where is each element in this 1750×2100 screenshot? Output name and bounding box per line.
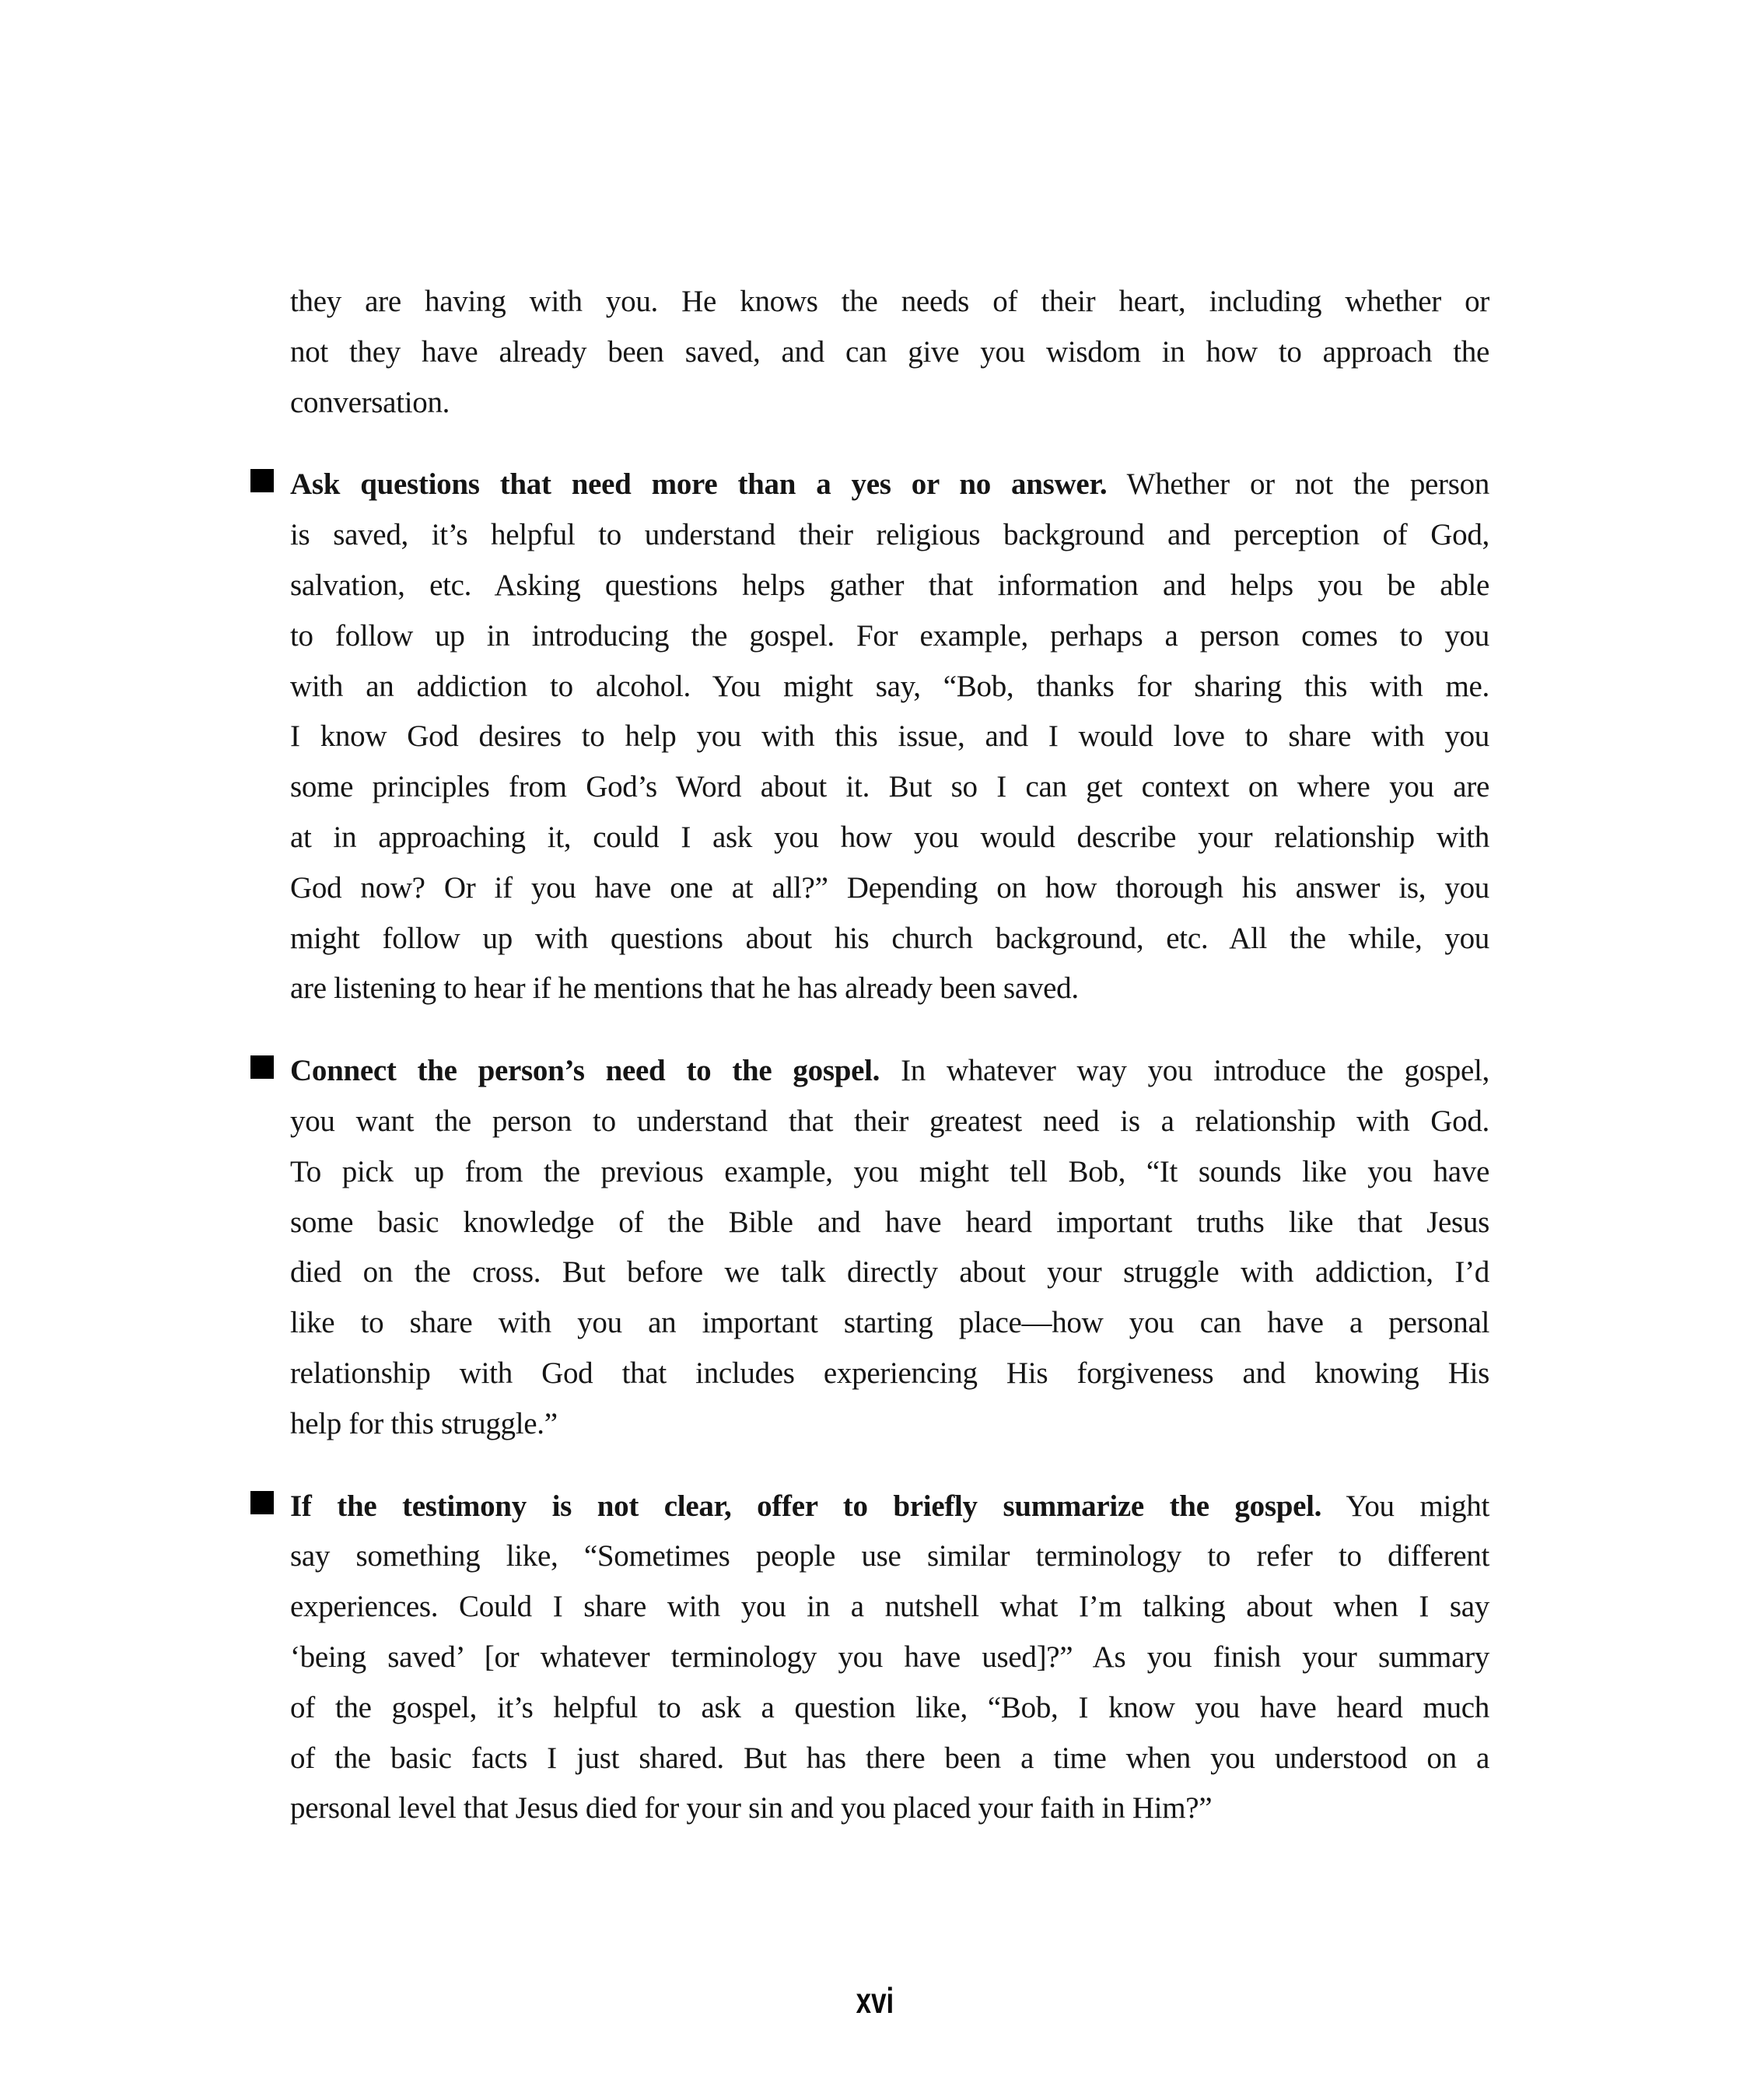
body-text: not they have already been saved, and can give you wisdom in how to approach the: [290, 334, 1489, 369]
text-line: [290, 327, 1489, 378]
bullet-paragraph: [290, 1046, 1489, 1449]
text-line: [290, 1349, 1489, 1399]
text-line: [290, 964, 1489, 1014]
page-footer: [0, 1980, 1750, 2021]
text-line: [290, 712, 1489, 762]
bullet-square-icon: [250, 1491, 274, 1514]
text-line: [290, 1633, 1489, 1683]
body-text: are listening to hear if he mentions that he has already been saved.: [290, 971, 1079, 1006]
text-line: [290, 1482, 1489, 1532]
body-text: some principles from God’s Word about it. But so I can get context on where you are: [290, 770, 1489, 804]
body-text: to follow up in introducing the gospel. For example, perhaps a person comes to you: [290, 618, 1489, 653]
text-line: [290, 510, 1489, 561]
text-line: [290, 561, 1489, 611]
text-line: [290, 1046, 1489, 1097]
body-text: experiences. Could I share with you in a nutshell what I’m talking about when I say: [290, 1590, 1489, 1624]
bold-lead-text: If the testimony is not clear, offer to briefly summarize the gospel.: [290, 1489, 1322, 1523]
body-text: conversation.: [290, 385, 450, 419]
body-text: of the gospel, it’s helpful to ask a question like, “Bob, I know you have heard much: [290, 1690, 1489, 1724]
text-line: [290, 1399, 1489, 1450]
page-number: xvi: [856, 1980, 894, 2021]
body-text: is saved, it’s helpful to understand their religious background and perception of God,: [290, 518, 1489, 552]
text-column: [290, 277, 1489, 1834]
body-text: You might: [1321, 1489, 1489, 1523]
body-text: personal level that Jesus died for your sin and you placed your faith in Him?”: [290, 1791, 1213, 1825]
body-text: of the basic facts I just shared. But has there been a time when you understood on a: [290, 1741, 1489, 1775]
bold-lead-text: Ask questions that need more than a yes or no answer.: [290, 467, 1108, 502]
text-line: [290, 1147, 1489, 1198]
text-line: [290, 1248, 1489, 1298]
body-text: God now? Or if you have one at all?” Depending on how thorough his answer is, you: [290, 870, 1489, 905]
text-line: [290, 1298, 1489, 1349]
body-text: say something like, “Sometimes people use similar terminology to refer to different: [290, 1539, 1489, 1573]
body-text: To pick up from the previous example, you might tell Bob, “It sounds like you have: [290, 1154, 1489, 1188]
text-line: [290, 460, 1489, 510]
text-line: [290, 1097, 1489, 1147]
bullet-square-icon: [250, 469, 274, 492]
text-line: [290, 762, 1489, 813]
body-text: ‘being saved’ [or whatever terminology you have used]?” As you finish your summary: [290, 1640, 1489, 1674]
body-text: with an addiction to alcohol. You might say, “Bob, thanks for sharing this with me.: [290, 669, 1489, 703]
text-line: [290, 662, 1489, 712]
paragraph: [290, 277, 1489, 428]
text-line: [290, 1783, 1489, 1834]
text-line: [290, 378, 1489, 429]
text-line: [290, 611, 1489, 662]
body-text: some basic knowledge of the Bible and have heard important truths like that Jesus: [290, 1205, 1489, 1239]
body-text: help for this struggle.”: [290, 1406, 558, 1440]
body-text: they are having with you. He knows the needs of their heart, including whether or: [290, 285, 1489, 318]
bullet-paragraph: [290, 1482, 1489, 1835]
text-line: [290, 1582, 1489, 1633]
text-line: [290, 1683, 1489, 1734]
text-line: [290, 1531, 1489, 1582]
bullet-square-icon: [250, 1055, 274, 1079]
text-line: [290, 277, 1489, 327]
bold-lead-text: Connect the person’s need to the gospel.: [290, 1054, 880, 1088]
body-text: Whether or not the person: [1107, 467, 1489, 502]
body-text: I know God desires to help you with this issue, and I would love to share with you: [290, 719, 1489, 754]
body-text: at in approaching it, could I ask you how you would describe your relationship with: [290, 820, 1489, 854]
text-line: [290, 1198, 1489, 1248]
text-line: [290, 1734, 1489, 1784]
body-text: you want the person to understand that their greatest need is a relationship with God.: [290, 1104, 1489, 1138]
text-line: [290, 863, 1489, 914]
body-text: salvation, etc. Asking questions helps gather that information and helps you be able: [290, 568, 1489, 602]
text-line: [290, 813, 1489, 863]
body-text: relationship with God that includes experiencing His forgiveness and knowing His: [290, 1356, 1489, 1390]
bullet-paragraph: [290, 460, 1489, 1014]
body-text: might follow up with questions about his church background, etc. All the while, you: [290, 921, 1489, 955]
body-text: like to share with you an important starting place—how you can have a personal: [290, 1306, 1489, 1340]
body-text: died on the cross. But before we talk directly about your struggle with addiction, I’d: [290, 1255, 1489, 1290]
text-line: [290, 914, 1489, 964]
body-text: In whatever way you introduce the gospel,: [880, 1054, 1489, 1088]
